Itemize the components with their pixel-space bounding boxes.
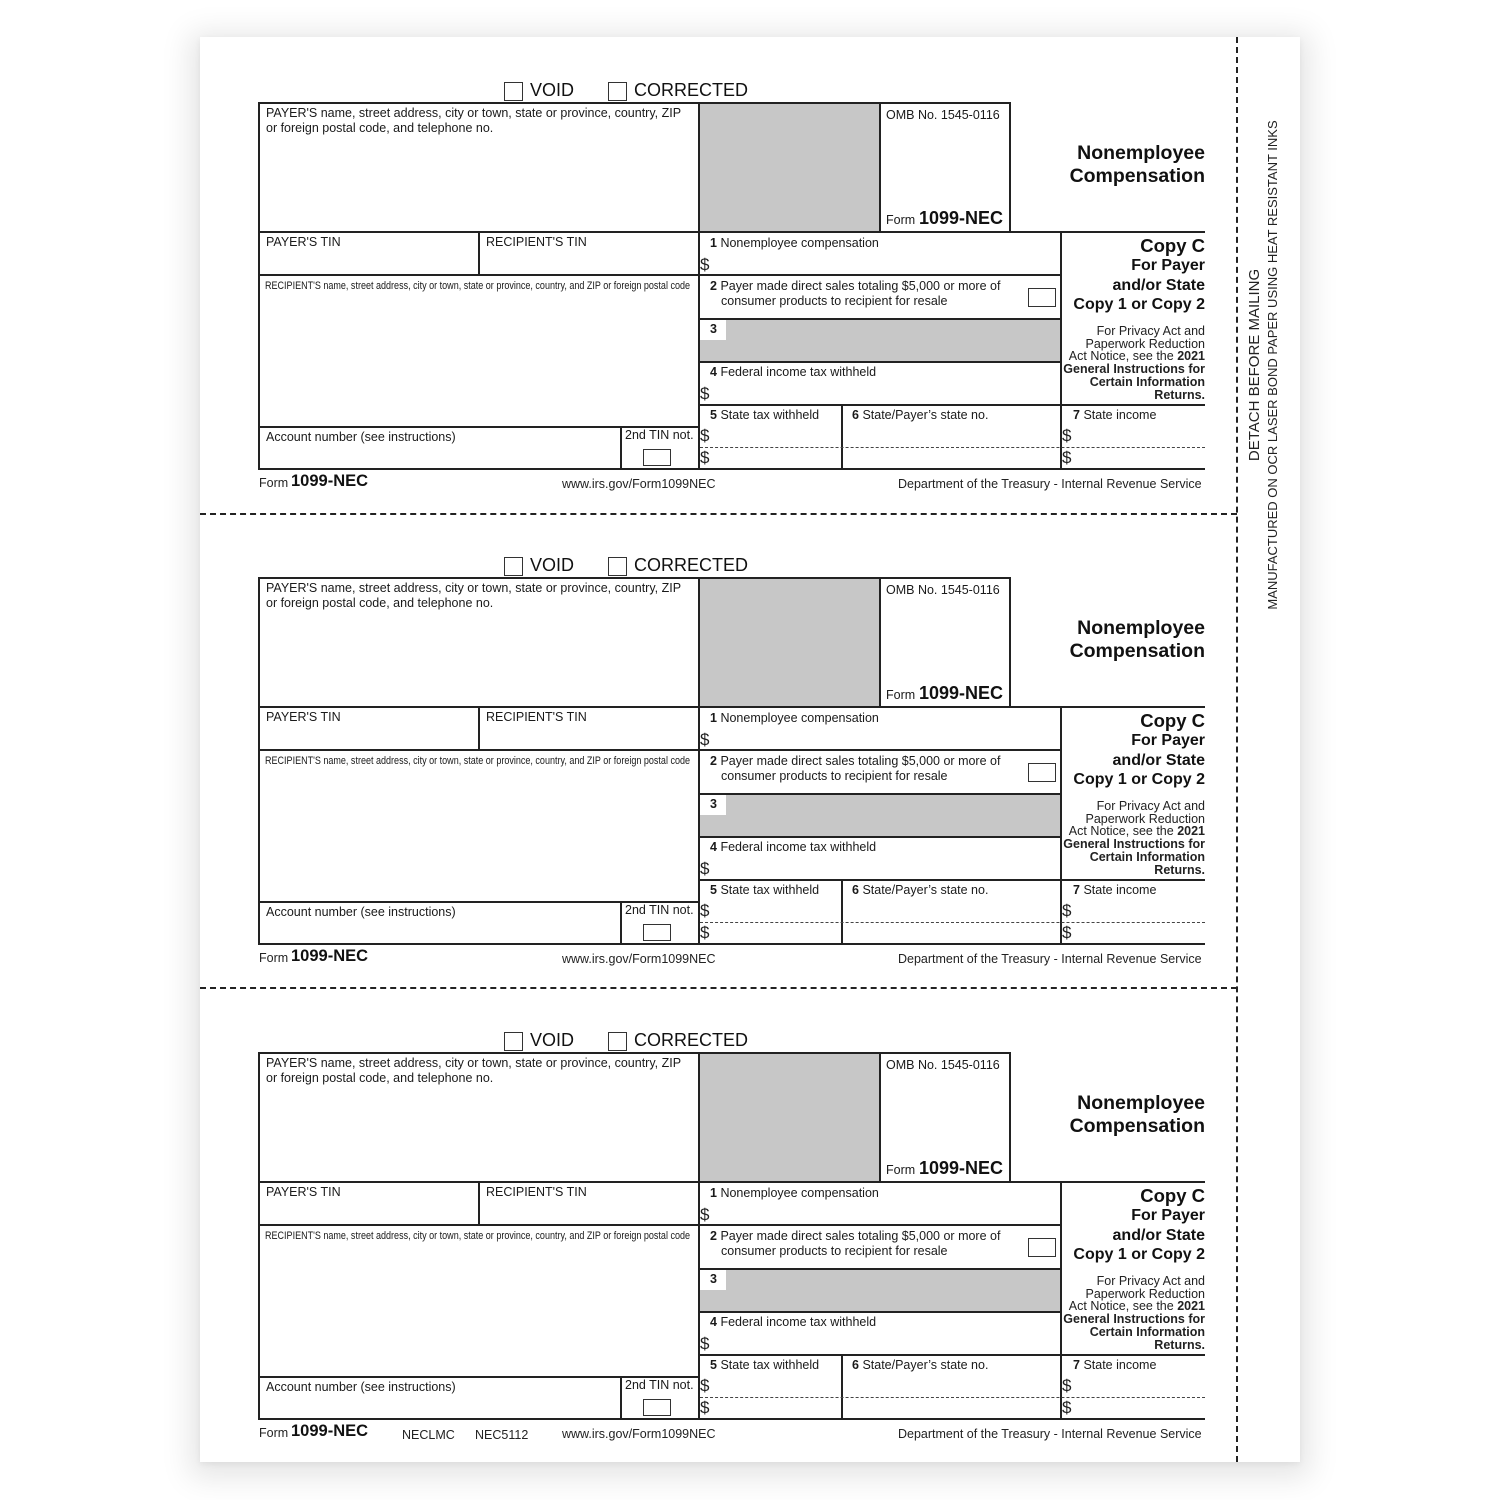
box2-number: 2 [710, 754, 717, 768]
void-checkbox[interactable] [504, 557, 523, 576]
payer-tin-field[interactable] [262, 1202, 476, 1222]
box5-label: State tax withheld [720, 408, 820, 422]
corrected-label: CORRECTED [634, 555, 749, 575]
box7-number: 7 [1073, 883, 1080, 897]
box5-dollar-2: $ [700, 1398, 710, 1417]
box1-dollar: $ [700, 1205, 710, 1224]
recipient-tin-label: RECIPIENT'S TIN [486, 710, 587, 724]
box2-checkbox[interactable] [1028, 763, 1056, 782]
form-word: Form [886, 688, 916, 702]
box1-number: 1 [710, 711, 717, 725]
corrected-checkbox[interactable] [608, 82, 627, 101]
box2-label-2: consumer products to recipient for resale [721, 294, 948, 308]
box5-field-1[interactable] [714, 901, 839, 921]
row-line-box5 [698, 404, 1205, 406]
irs-url-link[interactable]: www.irs.gov/Form1099NEC [562, 477, 716, 491]
box5-number: 5 [710, 1358, 717, 1372]
box2-checkbox[interactable] [1028, 288, 1056, 307]
shaded-box3 [700, 1270, 1060, 1311]
box4-dollar: $ [700, 1334, 710, 1353]
box7-field-2[interactable] [1076, 923, 1204, 942]
payer-name-field[interactable] [262, 1090, 696, 1178]
form-title-line1: Nonemployee [1077, 1092, 1205, 1114]
copy-title: Copy C [1140, 710, 1205, 731]
row-line-recipient [258, 1224, 1061, 1226]
footer-department: Department of the Treasury - Internal Revenue Service [898, 952, 1202, 966]
box5-dollar-1: $ [700, 1376, 710, 1395]
box7-label: State income [1083, 883, 1157, 897]
footer-form-word: Form [259, 476, 289, 490]
omb-number: OMB No. 1545-0116 [886, 108, 1000, 122]
recipient-tin-field[interactable] [482, 1202, 696, 1222]
privacy-line4: General Instructions for [1063, 1312, 1205, 1327]
box2-label: Payer made direct sales totaling $5,000 or more of [720, 1229, 1001, 1243]
copy-for-state: and/or State [1112, 751, 1205, 769]
copy-for-payer: For Payer [1131, 257, 1205, 274]
copy-1-or-2: Copy 1 or Copy 2 [1073, 296, 1205, 313]
form-copy-1 [0, 0, 1500, 491]
footer-form-word: Form [259, 1426, 289, 1440]
account-number-field[interactable] [262, 922, 618, 942]
box2-checkbox[interactable] [1028, 1238, 1056, 1257]
recipient-name-field[interactable] [262, 771, 696, 899]
box2-label-2: consumer products to recipient for resale [721, 1244, 948, 1258]
box7-number: 7 [1073, 408, 1080, 422]
recipient-tin-label: RECIPIENT'S TIN [486, 235, 587, 249]
box1-label: Nonemployee compensation [720, 711, 879, 725]
copy-1-or-2: Copy 1 or Copy 2 [1073, 1246, 1205, 1263]
shaded-box3 [700, 320, 1060, 361]
privacy-line1: For Privacy Act and [1096, 324, 1205, 338]
box7-dollar-2: $ [1062, 1398, 1072, 1417]
payer-tin-field[interactable] [262, 727, 476, 747]
recipient-name-label: RECIPIENT'S name, street address, city or town, state or province, country, and ZIP or foreign postal code [265, 1230, 691, 1242]
recipient-name-field[interactable] [262, 296, 696, 424]
left-border [258, 577, 260, 945]
divider-omb [879, 1052, 881, 1182]
privacy-line1: For Privacy Act and [1096, 1274, 1205, 1288]
account-number-label: Account number (see instructions) [266, 905, 456, 919]
void-label: VOID [530, 1030, 575, 1050]
privacy-year: 2021 [1177, 824, 1205, 839]
row-line-tin [258, 231, 1205, 233]
box2-number: 2 [710, 1229, 717, 1243]
box5-field-2[interactable] [714, 923, 839, 942]
box5-number: 5 [710, 408, 717, 422]
recipient-name-field[interactable] [262, 1246, 696, 1374]
box7-dollar-2: $ [1062, 923, 1072, 942]
row-line-box4 [698, 836, 1061, 838]
privacy-notice [1060, 800, 1205, 876]
box6-number: 6 [852, 883, 859, 897]
box1-number: 1 [710, 1186, 717, 1200]
second-tin-label: 2nd TIN not. [625, 428, 694, 442]
box1-amount-field[interactable] [714, 729, 1058, 748]
box1-amount-field[interactable] [714, 1204, 1058, 1223]
box7-label: State income [1083, 1358, 1157, 1372]
bottom-border [258, 1418, 1205, 1420]
top-border [258, 1052, 1011, 1054]
payer-tin-field[interactable] [262, 252, 476, 272]
irs-url-link[interactable]: www.irs.gov/Form1099NEC [562, 1427, 716, 1441]
payer-name-field[interactable] [262, 140, 696, 228]
box5-label: State tax withheld [720, 1358, 820, 1372]
payer-tin-label: PAYER'S TIN [266, 1185, 341, 1199]
corrected-label: CORRECTED [634, 1030, 749, 1050]
privacy-notice [1060, 325, 1205, 401]
privacy-line3: Act Notice, see the [1068, 824, 1174, 839]
recipient-name-label: RECIPIENT'S name, street address, city or town, state or province, country, and ZIP or foreign postal code [265, 755, 691, 767]
second-tin-checkbox[interactable] [643, 924, 671, 941]
privacy-line3: Act Notice, see the [1068, 349, 1174, 364]
box7-number: 7 [1073, 1358, 1080, 1372]
copy-1-or-2: Copy 1 or Copy 2 [1073, 771, 1205, 788]
box2-label: Payer made direct sales totaling $5,000 or more of [720, 754, 1001, 768]
box1-label: Nonemployee compensation [720, 1186, 879, 1200]
box1-number: 1 [710, 236, 717, 250]
footer-department: Department of the Treasury - Internal Revenue Service [898, 1427, 1202, 1441]
bottom-border [258, 943, 1205, 945]
recipient-name-label: RECIPIENT'S name, street address, city or town, state or province, country, and ZIP or foreign postal code [265, 280, 691, 292]
payer-name-label: PAYER'S name, street address, city or town, state or province, country, ZIP [266, 1056, 682, 1070]
payer-tin-label: PAYER'S TIN [266, 710, 341, 724]
box1-label: Nonemployee compensation [720, 236, 879, 250]
box4-number: 4 [710, 840, 717, 854]
account-number-field[interactable] [262, 447, 618, 467]
box5-label: State tax withheld [720, 883, 820, 897]
form-number: 1099-NEC [919, 1158, 1004, 1178]
box7-dollar-1: $ [1062, 901, 1072, 920]
manufacture-text: MANUFACTURED ON OCR LASER BOND PAPER USING HEAT RESISTANT INKS [1265, 120, 1280, 610]
payer-tin-label: PAYER'S TIN [266, 235, 341, 249]
box4-amount-field[interactable] [714, 858, 1058, 877]
box6-label: State/Payer’s state no. [862, 408, 989, 422]
payer-name-label: PAYER'S name, street address, city or town, state or province, country, ZIP [266, 106, 682, 120]
privacy-year: 2021 [1177, 349, 1205, 364]
box5-dollar-2: $ [700, 448, 710, 467]
form-word: Form [886, 1163, 916, 1177]
account-number-label: Account number (see instructions) [266, 1380, 456, 1394]
box6-field-2[interactable] [845, 448, 1058, 467]
row-line-tin [258, 706, 1205, 708]
top-border [258, 577, 1011, 579]
box5-dollar-1: $ [700, 901, 710, 920]
box4-amount-field[interactable] [714, 1333, 1058, 1352]
box5-dollar-2: $ [700, 923, 710, 942]
box5-dollar-1: $ [700, 426, 710, 445]
privacy-line2: Paperwork Reduction [1085, 336, 1205, 351]
box6-field-1[interactable] [845, 1376, 1058, 1396]
box1-dollar: $ [700, 730, 710, 749]
divider-tin [478, 706, 480, 750]
copy-for-payer: For Payer [1131, 732, 1205, 749]
box3-number: 3 [710, 322, 717, 336]
left-border [258, 1052, 260, 1420]
privacy-line3: Act Notice, see the [1068, 1299, 1174, 1314]
copy-for-state: and/or State [1112, 1226, 1205, 1244]
privacy-line5: Certain Information [1089, 849, 1205, 864]
omb-number: OMB No. 1545-0116 [886, 583, 1000, 597]
box6-label: State/Payer’s state no. [862, 883, 989, 897]
corrected-checkbox[interactable] [608, 557, 627, 576]
box7-dollar-2: $ [1062, 448, 1072, 467]
omb-right-border [1009, 1052, 1011, 1182]
row-line-tin [258, 1181, 1205, 1183]
box4-label: Federal income tax withheld [720, 840, 877, 854]
box4-label: Federal income tax withheld [720, 1315, 877, 1329]
void-checkbox[interactable] [504, 82, 523, 101]
copy-title: Copy C [1140, 1185, 1205, 1206]
divider-box6 [841, 404, 843, 470]
form-title-line2: Compensation [1069, 1115, 1205, 1137]
second-tin-label: 2nd TIN not. [625, 1378, 694, 1392]
box4-number: 4 [710, 365, 717, 379]
bottom-border [258, 468, 1205, 470]
divider-box6 [841, 879, 843, 945]
box6-field-1[interactable] [845, 426, 1058, 446]
form-title-line2: Compensation [1069, 640, 1205, 662]
shaded-area-top [700, 579, 879, 706]
box5-field-2[interactable] [714, 1398, 839, 1417]
footer-department: Department of the Treasury - Internal Revenue Service [898, 477, 1202, 491]
footer-code-1: NECLMC [402, 1428, 455, 1442]
box7-field-2[interactable] [1076, 1398, 1204, 1417]
form-title-line1: Nonemployee [1077, 617, 1205, 639]
privacy-line2: Paperwork Reduction [1085, 811, 1205, 826]
box3-number: 3 [710, 1272, 717, 1286]
box6-number: 6 [852, 408, 859, 422]
left-border [258, 102, 260, 470]
privacy-line2: Paperwork Reduction [1085, 1286, 1205, 1301]
copy-for-payer: For Payer [1131, 1207, 1205, 1224]
box5-field-1[interactable] [714, 1376, 839, 1396]
privacy-line5: Certain Information [1089, 1324, 1205, 1339]
shaded-area-top [700, 1054, 879, 1181]
recipient-tin-field[interactable] [482, 252, 696, 272]
box4-dollar: $ [700, 859, 710, 878]
corrected-label: CORRECTED [634, 80, 749, 100]
privacy-notice [1060, 1275, 1205, 1351]
copy-title: Copy C [1140, 235, 1205, 256]
privacy-year: 2021 [1177, 1299, 1205, 1314]
recipient-tin-field[interactable] [482, 727, 696, 747]
row-line-box5 [698, 879, 1205, 881]
privacy-line6: Returns. [1154, 862, 1205, 877]
footer-form-word: Form [259, 951, 289, 965]
box2-label: Payer made direct sales totaling $5,000 or more of [720, 279, 1001, 293]
box1-amount-field[interactable] [714, 254, 1058, 273]
box7-field-1[interactable] [1076, 901, 1204, 921]
account-number-field[interactable] [262, 1397, 618, 1417]
box4-label: Federal income tax withheld [720, 365, 877, 379]
row-line-recipient [258, 749, 1061, 751]
irs-url-link[interactable]: www.irs.gov/Form1099NEC [562, 952, 716, 966]
corrected-checkbox[interactable] [608, 1032, 627, 1051]
box3-number: 3 [710, 797, 717, 811]
box6-number: 6 [852, 1358, 859, 1372]
box7-field-2[interactable] [1076, 448, 1204, 467]
second-tin-checkbox[interactable] [643, 449, 671, 466]
footer-form-number: 1099-NEC [291, 1422, 369, 1440]
divider-box6 [841, 1354, 843, 1420]
box7-label: State income [1083, 408, 1157, 422]
form-copy-3 [0, 950, 1500, 1442]
void-label: VOID [530, 80, 575, 100]
box6-field-2[interactable] [845, 923, 1058, 942]
form-title-line1: Nonemployee [1077, 142, 1205, 164]
second-tin-checkbox[interactable] [643, 1399, 671, 1416]
form-word: Form [886, 213, 916, 227]
footer-form-number: 1099-NEC [291, 947, 369, 965]
footer-form-number: 1099-NEC [291, 472, 369, 490]
shaded-area-top [700, 104, 879, 231]
privacy-line1: For Privacy Act and [1096, 799, 1205, 813]
box2-number: 2 [710, 279, 717, 293]
box5-number: 5 [710, 883, 717, 897]
privacy-line4: General Instructions for [1063, 837, 1205, 852]
box1-dollar: $ [700, 255, 710, 274]
row-line-box4 [698, 361, 1061, 363]
top-border [258, 102, 1011, 104]
shaded-box3 [700, 795, 1060, 836]
divider-tin [478, 231, 480, 275]
box7-field-1[interactable] [1076, 1376, 1204, 1396]
box4-dollar: $ [700, 384, 710, 403]
form-number: 1099-NEC [919, 208, 1004, 228]
row-line-box5 [698, 1354, 1205, 1356]
box4-amount-field[interactable] [714, 383, 1058, 402]
divider-tin [478, 1181, 480, 1225]
payer-name-label: PAYER'S name, street address, city or town, state or province, country, ZIP [266, 581, 682, 595]
divider-2nd-tin [620, 1376, 622, 1420]
divider-2nd-tin [620, 426, 622, 470]
box5-field-1[interactable] [714, 426, 839, 446]
detach-text: DETACH BEFORE MAILING [1246, 268, 1263, 462]
box6-field-1[interactable] [845, 901, 1058, 921]
omb-number: OMB No. 1545-0116 [886, 1058, 1000, 1072]
form-copy-2 [0, 475, 1500, 966]
row-line-box4 [698, 1311, 1061, 1313]
void-checkbox[interactable] [504, 1032, 523, 1051]
payer-name-label-2: or foreign postal code, and telephone no. [266, 121, 494, 135]
form-number: 1099-NEC [919, 683, 1004, 703]
account-number-label: Account number (see instructions) [266, 430, 456, 444]
box2-label-2: consumer products to recipient for resale [721, 769, 948, 783]
form-title-line2: Compensation [1069, 165, 1205, 187]
privacy-line5: Certain Information [1089, 374, 1205, 389]
row-line-recipient [258, 274, 1061, 276]
copy-for-state: and/or State [1112, 276, 1205, 294]
payer-name-label-2: or foreign postal code, and telephone no. [266, 596, 494, 610]
payer-name-label-2: or foreign postal code, and telephone no. [266, 1071, 494, 1085]
box4-number: 4 [710, 1315, 717, 1329]
omb-right-border [1009, 102, 1011, 232]
box7-field-1[interactable] [1076, 426, 1204, 446]
privacy-line6: Returns. [1154, 1337, 1205, 1352]
divider-2nd-tin [620, 901, 622, 945]
void-label: VOID [530, 555, 575, 575]
box6-field-2[interactable] [845, 1398, 1058, 1417]
divider-omb [879, 102, 881, 232]
box7-dollar-1: $ [1062, 1376, 1072, 1395]
box7-dollar-1: $ [1062, 426, 1072, 445]
second-tin-label: 2nd TIN not. [625, 903, 694, 917]
privacy-line6: Returns. [1154, 387, 1205, 402]
payer-name-field[interactable] [262, 615, 696, 703]
box5-field-2[interactable] [714, 448, 839, 467]
footer-code-2: NEC5112 [475, 1428, 529, 1442]
divider-omb [879, 577, 881, 707]
privacy-line4: General Instructions for [1063, 362, 1205, 377]
box6-label: State/Payer’s state no. [862, 1358, 989, 1372]
omb-right-border [1009, 577, 1011, 707]
recipient-tin-label: RECIPIENT'S TIN [486, 1185, 587, 1199]
